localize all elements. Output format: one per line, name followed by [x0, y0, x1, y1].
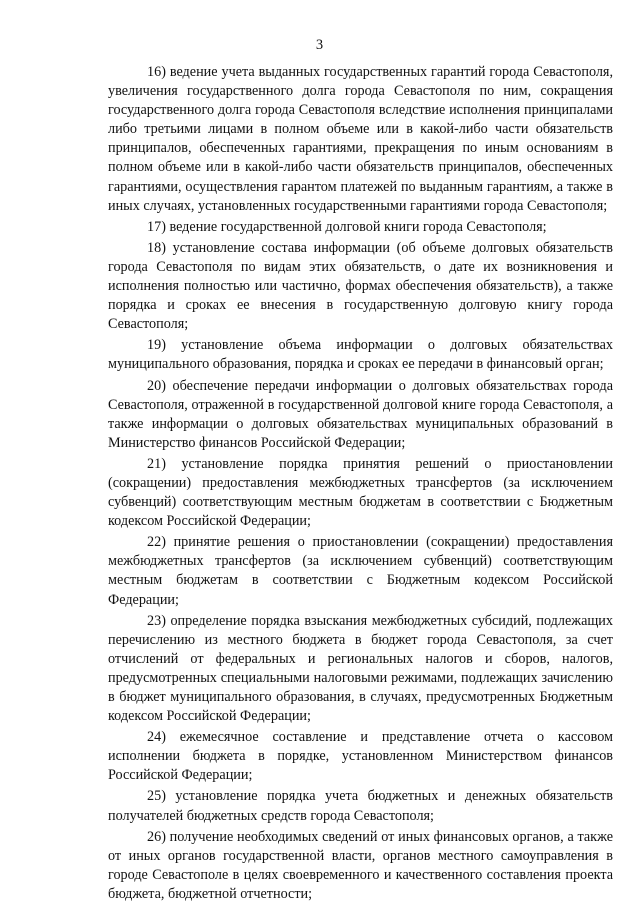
- page-number: 3: [315, 37, 324, 53]
- paragraph-21: 21) установление порядка принятия решений о приостановлении (сокращении) предоставления межбюджетных трансфертов (за исключением субвенций) соответствующим местным бюджетам в соответствии с Бюджетным кодексом Российской Федерации;: [108, 455, 613, 530]
- paragraph-24: 24) ежемесячное составление и представление отчета о кассовом исполнении бюджета в порядке, установленном Министерством финансов Российской Федерации;: [108, 729, 613, 784]
- paragraph-18: 18) установление состава информации (об объеме долговых обязательств города Севастополя по видам этих обязательств, о дате их возникновения и исполнения полностью или частично, формах обеспечения обязательств), а также порядка и сроках ее внесения в государственную долговую книгу города Севастополя;: [108, 239, 613, 333]
- paragraph-19: 19) установление объема информации о долговых обязательствах муниципального образования, порядка и сроках ее передачи в финансовый орган;: [108, 337, 613, 373]
- paragraph-17: 17) ведение государственной долговой книги города Севастополя;: [147, 218, 547, 235]
- document-body: [108, 63, 613, 906]
- paragraph-20: 20) обеспечение передачи информации о долговых обязательствах города Севастополя, отраженной в государственной долговой книге города Севастополя, а также информации о долговых обязательствах муниципальных образований в Министерство финансов Российской Федерации;: [108, 377, 613, 451]
- paragraph-26: 26) получение необходимых сведений от иных финансовых органов, а также от иных органов государственной власти, органов местного самоуправления в городе Севастополе в целях своевременного и качественного составления проекта бюджета, бюджетной отчетности;: [108, 828, 613, 902]
- paragraph-22: 22) принятие решения о приостановлении (сокращении) предоставления межбюджетных трансфертов (за исключением субвенций) соответствующим местным бюджетам в соответствии с Бюджетным кодексом Российской Федерации;: [108, 534, 613, 608]
- paragraph-25: 25) установление порядка учета бюджетных и денежных обязательств получателей бюджетных средств города Севастополя;: [108, 788, 613, 824]
- paragraph-16: 16) ведение учета выданных государственных гарантий города Севастополя, увеличения государственного долга города Севастополя по ним, сокращения государственного долга города Севастополя вследствие исполнения принципалами либо третьими лицами в полном объеме или в какой-либо части обязательств принципалов, обеспеченных гарантиями, прекращения по иным основаниям в полном объеме или в какой-либо части обязательств принципалов, обеспеченных гарантиями, осуществления гарантом платежей по выданным гарантиям, а также в иных случаях, установленных государственными гарантиями города Севастополя;: [108, 64, 613, 214]
- paragraph-23: 23) определение порядка взыскания межбюджетных субсидий, подлежащих перечислению из местного бюджета в бюджет города Севастополя, за счет отчислений от федеральных и региональных налогов и сборов, налогов, предусмотренных специальными налоговыми режимами, подлежащих зачислению в бюджет муниципального образования, в случаях, предусмотренных Бюджетным кодексом Российской Федерации;: [108, 612, 613, 725]
